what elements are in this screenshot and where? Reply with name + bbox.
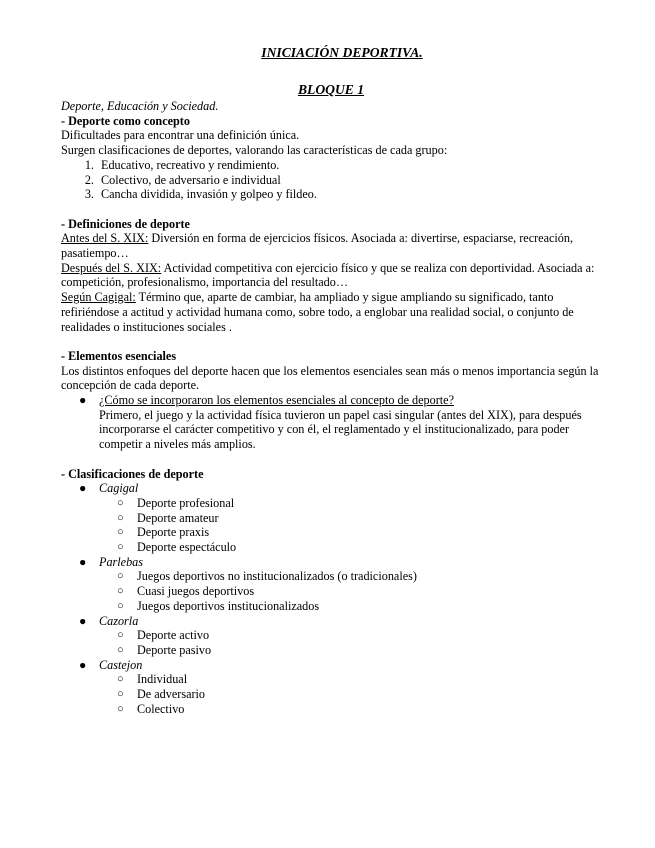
sub-list xyxy=(99,672,601,716)
sub-item-text: Deporte espectáculo xyxy=(137,540,237,555)
definition-label: Después del S. XIX: xyxy=(61,260,162,275)
list-item xyxy=(79,393,601,452)
sub-list xyxy=(99,628,601,657)
sub-list xyxy=(99,569,601,613)
classification-group xyxy=(79,613,601,658)
spacer xyxy=(61,202,601,217)
sub-item xyxy=(117,584,601,599)
circle-bullet-icon: ○ xyxy=(117,570,124,583)
numbered-list xyxy=(61,158,601,202)
definition-text: Diversión en forma de ejercicios físicos. Asociada a: divertirse, espaciarse, recreación, pasatiempo… xyxy=(61,231,574,261)
paragraph: Los distintos enfoques del deporte hacen que los elementos esenciales sean más o menos importancia según la concepción de cada deporte. xyxy=(61,363,599,393)
question-text: ¿Cómo se incorporaron los elementos esenciales al concepto de deporte? xyxy=(99,393,454,408)
paragraph: Surgen clasificaciones de deportes, valorando las características de cada grupo: xyxy=(61,143,448,158)
group-name: Cazorla xyxy=(99,613,139,628)
sub-item xyxy=(117,495,601,511)
sub-item-text: Deporte activo xyxy=(137,628,210,643)
sub-item xyxy=(117,672,601,687)
classification-group xyxy=(79,657,601,717)
sub-item xyxy=(117,510,601,526)
definition-text: Término que, aparte de cambiar, ha ampliado y sigue ampliando su significado, tanto refiriéndose a actitud y actividad humana como, sobre todo, a englobar una realidad social, o conjunto de realidades o instituciones sociales . xyxy=(61,290,574,334)
block-title: BLOQUE 1 xyxy=(297,82,365,97)
bullet-icon: ● xyxy=(79,554,87,569)
document-subtitle: Deporte, Educación y Sociedad. xyxy=(61,99,219,113)
circle-bullet-icon: ○ xyxy=(117,673,124,686)
section-heading-concepto: - Deporte como concepto xyxy=(61,113,190,128)
group-name: Cagigal xyxy=(99,481,139,496)
circle-bullet-icon: ○ xyxy=(117,511,124,524)
sub-item-text: Individual xyxy=(137,672,188,687)
sub-item-text: Deporte amateur xyxy=(137,510,219,525)
sub-item-text: Deporte praxis xyxy=(137,525,210,540)
definition-paragraph xyxy=(61,231,601,260)
definition-paragraph xyxy=(61,261,601,290)
circle-bullet-icon: ○ xyxy=(117,629,124,642)
circle-bullet-icon: ○ xyxy=(117,643,124,656)
document-page xyxy=(61,44,601,716)
bullet-list xyxy=(61,393,601,452)
bullet-icon: ● xyxy=(79,657,87,672)
definition-label: Antes del S. XIX: xyxy=(61,231,149,246)
list-item: 3. Cancha dividida, invasión y golpeo y fildeo. xyxy=(97,187,601,202)
bullet-icon: ● xyxy=(79,481,87,496)
bullet-icon: ● xyxy=(79,393,87,408)
sub-item xyxy=(117,642,601,658)
list-item: 2. Colectivo, de adversario e individual xyxy=(97,173,601,188)
circle-bullet-icon: ○ xyxy=(117,688,124,701)
definition-paragraph xyxy=(61,290,601,334)
sub-item xyxy=(117,628,601,643)
sub-item-text: Deporte pasivo xyxy=(137,642,212,657)
document-title: INICIACIÓN DEPORTIVA. xyxy=(261,45,423,60)
spacer xyxy=(61,334,601,349)
sub-item xyxy=(117,598,601,614)
classification-group xyxy=(79,481,601,555)
sub-item-text: Deporte profesional xyxy=(137,495,235,510)
section-heading-definiciones: - Definiciones de deporte xyxy=(61,216,190,231)
sub-item-text: De adversario xyxy=(137,687,206,702)
circle-bullet-icon: ○ xyxy=(117,599,124,612)
circle-bullet-icon: ○ xyxy=(117,702,124,715)
sub-item-text: Juegos deportivos institucionalizados xyxy=(137,598,320,613)
bullet-icon: ● xyxy=(79,613,87,628)
sub-item-text: Juegos deportivos no institucionalizados (o tradicionales) xyxy=(137,569,417,584)
sub-item xyxy=(117,525,601,540)
definition-text: Actividad competitiva con ejercicio físico y que se realiza con deportividad. Asociada a: competición, profesionalismo, importancia del resultado… xyxy=(61,260,595,290)
sub-item xyxy=(117,687,601,702)
circle-bullet-icon: ○ xyxy=(117,585,124,598)
group-name: Parlebas xyxy=(99,554,144,569)
sub-item-text: Colectivo xyxy=(137,701,185,716)
section-heading-clasificaciones: - Clasificaciones de deporte xyxy=(61,466,204,481)
sub-item xyxy=(117,701,601,717)
spacer xyxy=(61,452,601,467)
sub-item xyxy=(117,540,601,555)
circle-bullet-icon: ○ xyxy=(117,526,124,539)
group-name: Castejon xyxy=(99,657,143,672)
circle-bullet-icon: ○ xyxy=(117,496,124,509)
classification-list xyxy=(61,481,601,716)
list-item: 1. Educativo, recreativo y rendimiento. xyxy=(97,158,601,173)
definition-label: Según Cagigal: xyxy=(61,290,136,305)
circle-bullet-icon: ○ xyxy=(117,541,124,554)
answer-text: Primero, el juego y la actividad física tuvieron un papel casi singular (antes del XIX), para después incorporarse el carácter competitivo y con él, el reglamentado y el institucionalizado, para poder competir a niveles más amplios. xyxy=(99,407,582,452)
sub-item-text: Cuasi juegos deportivos xyxy=(137,584,255,599)
sub-item xyxy=(117,569,601,584)
classification-group xyxy=(79,554,601,614)
sub-list xyxy=(99,496,601,555)
paragraph: Dificultades para encontrar una definición única. xyxy=(61,128,300,143)
section-heading-elementos: - Elementos esenciales xyxy=(61,348,177,363)
